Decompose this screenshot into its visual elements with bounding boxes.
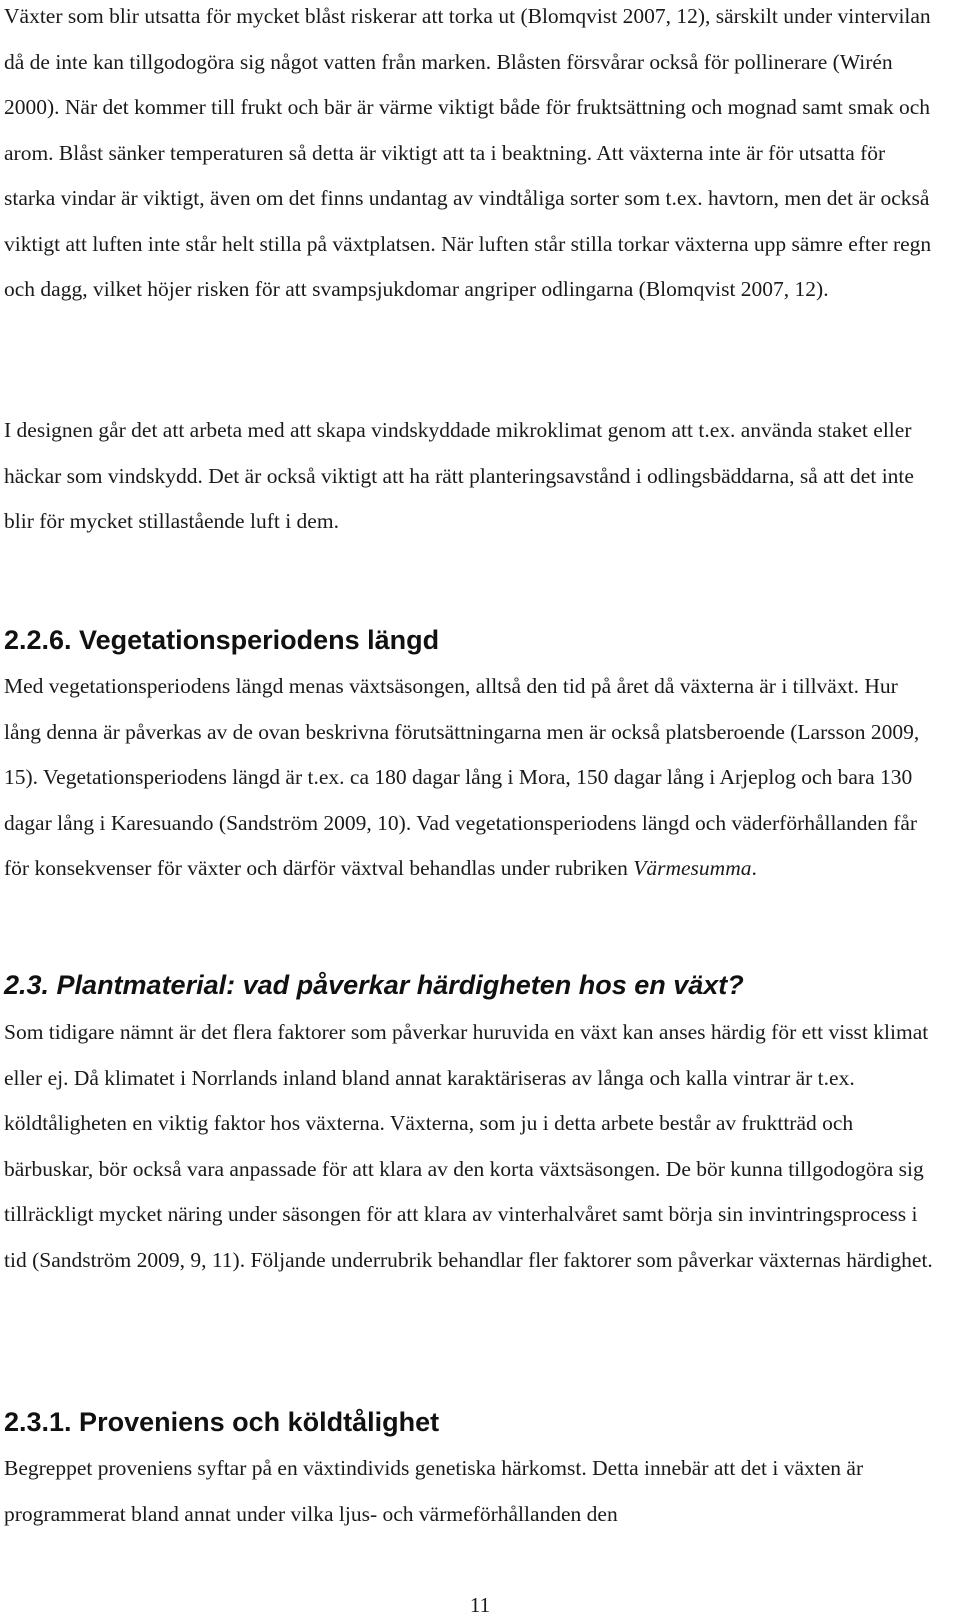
- paragraph-vegetation-period-text: Med vegetationsperiodens längd menas växtsäsongen, alltså den tid på året då växterna är i tillväxt. Hur lång denna är påverkas av de ovan beskrivna förutsättningarna men är också platsberoende (Larsson 2009, 15). Vegetationsperiodens längd är t.ex. ca 180 dagar lång i Mora, 150 dagar lång i Arjeplog och bara 130 dagar lång i Karesuando (Sandström 2009, 10). Vad vegetationsperiodens längd och väderförhållanden får för konsekvenser för växter och därför växtval behandlas under rubriken: [4, 674, 920, 880]
- paragraph-vegetation-period: [4, 664, 934, 892]
- paragraph-hardiness-factors: Som tidigare nämnt är det flera faktorer som påverkar huruvida en växt kan anses härdig för ett visst klimat eller ej. Då klimatet i Norrlands inland bland annat karaktäriseras av långa och kalla vintrar är t.ex. köldtåligheten en viktig faktor hos växterna. Växterna, som ju i detta arbete består av fruktträd och bärbuskar, bör också vara anpassade för att klara av den korta växtsäsongen. De bör kunna tillgodogöra sig tillräckligt mycket näring under säsongen för att klara av vinterhalvåret samt börja sin invintringsprocess i tid (Sandström 2009, 9, 11). Följande underrubrik behandlar fler faktorer som påverkar växternas härdighet.: [4, 1020, 933, 1272]
- heading-plant-material: 2.3. Plantmaterial: vad påverkar härdigheten hos en växt?: [4, 970, 744, 1000]
- page-number: 11: [469, 1593, 491, 1617]
- paragraph-vegetation-period-italic: Värmesumma: [633, 856, 752, 880]
- paragraph-wind-exposure: Växter som blir utsatta för mycket blåst riskerar att torka ut (Blomqvist 2007, 12), särskilt under vintervilan då de inte kan tillgodogöra sig något vatten från marken. Blåsten försvårar också för pollinerare (Wirén 2000). När det kommer till frukt och bär är värme viktigt både för fruktsättning och mognad samt smak och arom. Blåst sänker temperaturen så detta är viktigt att ta i beaktning. Att växterna inte är för utsatta för starka vindar är viktigt, även om det finns undantag av vindtåliga sorter som t.ex. havtorn, men det är också viktigt att luften inte står helt stilla på växtplatsen. När luften står stilla torkar växterna upp sämre efter regn och dagg, vilket höjer risken för att svampsjukdomar angriper odlingarna (Blomqvist 2007, 12).: [4, 4, 932, 301]
- paragraph-provenance: Begreppet proveniens syftar på en växtindivids genetiska härkomst. Detta innebär att det i växten är programmerat bland annat under vilka ljus- och värmeförhållanden den: [4, 1456, 864, 1526]
- heading-vegetation-period: 2.2.6. Vegetationsperiodens längd: [4, 625, 440, 655]
- paragraph-wind-design: I designen går det att arbeta med att skapa vindskyddade mikroklimat genom att t.ex. använda staket eller häckar som vindskydd. Det är också viktigt att ha rätt planteringsavstånd i odlingsbäddarna, så att det inte blir för mycket stillastående luft i dem.: [4, 418, 914, 533]
- paragraph-vegetation-period-end: .: [751, 856, 757, 880]
- heading-provenance: 2.3.1. Proveniens och köldtålighet: [4, 1407, 440, 1437]
